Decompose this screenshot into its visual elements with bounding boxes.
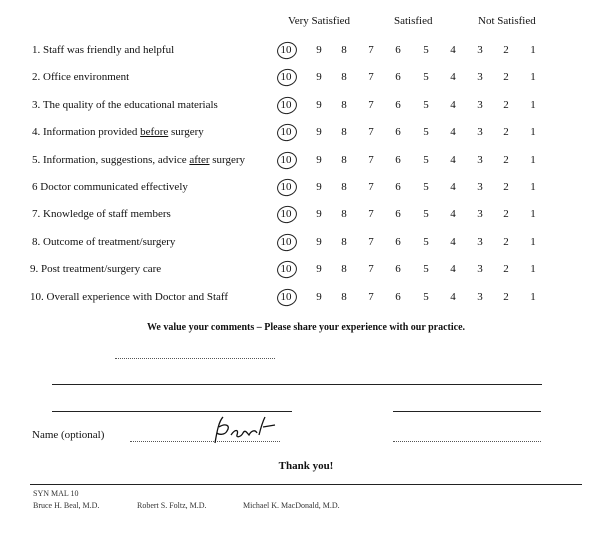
rating-option-4[interactable]: 4	[450, 181, 456, 193]
rating-option-9[interactable]: 9	[316, 181, 322, 193]
rating-option-1[interactable]: 1	[530, 291, 536, 303]
question-number: 7.	[32, 208, 41, 220]
rating-option-4[interactable]: 4	[450, 263, 456, 275]
rating-option-2[interactable]: 2	[503, 126, 509, 138]
question-number: 5.	[32, 154, 41, 166]
question-text: Overall experience with Doctor and Staff	[46, 291, 229, 303]
rating-option-3[interactable]: 3	[477, 208, 483, 220]
rating-option-3[interactable]: 3	[477, 71, 483, 83]
rating-option-5[interactable]: 5	[423, 208, 429, 220]
rating-option-6[interactable]: 6	[395, 236, 401, 248]
footer-divider	[30, 484, 582, 485]
question-text: Knowledge of staff members	[43, 208, 171, 220]
question-number: 6	[32, 181, 38, 193]
rating-option-10[interactable]: 10	[280, 99, 292, 111]
rating-option-4[interactable]: 4	[450, 208, 456, 220]
question-label	[32, 208, 171, 220]
rating-option-3[interactable]: 3	[477, 154, 483, 166]
rating-option-8[interactable]: 8	[341, 236, 347, 248]
rating-option-7[interactable]: 7	[368, 208, 374, 220]
question-text: Staff was friendly and helpful	[43, 44, 175, 56]
form-code: SYN MAL 10	[33, 489, 79, 498]
question-text: The quality of the educational materials	[42, 99, 218, 111]
question-text: Information, suggestions, advice	[43, 154, 190, 166]
question-row	[0, 181, 612, 197]
question-number: 2.	[32, 71, 41, 83]
rating-option-1[interactable]: 1	[530, 263, 536, 275]
rating-option-7[interactable]: 7	[368, 236, 374, 248]
rating-option-10[interactable]: 10	[280, 44, 292, 56]
rating-option-5[interactable]: 5	[423, 291, 429, 303]
rating-option-2[interactable]: 2	[503, 263, 509, 275]
rating-option-8[interactable]: 8	[341, 71, 347, 83]
rating-option-1[interactable]: 1	[530, 154, 536, 166]
question-number: 8.	[32, 236, 41, 248]
header-satisfied: Satisfied	[394, 15, 433, 27]
rating-option-10[interactable]: 10	[280, 263, 292, 275]
rating-option-9[interactable]: 9	[316, 154, 322, 166]
rating-option-3[interactable]: 3	[477, 44, 483, 56]
rating-option-2[interactable]: 2	[503, 71, 509, 83]
doctor-name: Robert S. Foltz, M.D.	[137, 501, 207, 510]
rating-option-4[interactable]: 4	[450, 44, 456, 56]
rating-option-10[interactable]: 10	[280, 208, 292, 220]
question-text: Doctor communicated effectively	[40, 181, 188, 193]
question-text-end: surgery	[168, 126, 204, 138]
header-very-satisfied: Very Satisfied	[288, 15, 351, 27]
rating-option-7[interactable]: 7	[368, 44, 374, 56]
rating-option-6[interactable]: 6	[395, 291, 401, 303]
question-number: 3.	[32, 99, 41, 111]
rating-option-7[interactable]: 7	[368, 263, 374, 275]
rating-option-2[interactable]: 2	[503, 154, 509, 166]
rating-option-2[interactable]: 2	[503, 44, 509, 56]
rating-option-1[interactable]: 1	[530, 126, 536, 138]
rating-option-5[interactable]: 5	[423, 154, 429, 166]
rating-option-9[interactable]: 9	[316, 44, 322, 56]
question-number: 1.	[32, 44, 41, 56]
question-emphasis: after	[189, 154, 210, 166]
rating-option-4[interactable]: 4	[450, 71, 456, 83]
question-row	[0, 44, 612, 60]
rating-option-8[interactable]: 8	[341, 181, 347, 193]
rating-option-5[interactable]: 5	[423, 126, 429, 138]
rating-option-5[interactable]: 5	[423, 44, 429, 56]
comment-line	[393, 411, 541, 412]
question-row	[0, 263, 612, 279]
rating-option-6[interactable]: 6	[395, 208, 401, 220]
rating-option-10[interactable]: 10	[280, 154, 292, 166]
question-text: Information provided	[43, 126, 141, 138]
rating-option-9[interactable]: 9	[316, 291, 322, 303]
signature-scribble	[205, 413, 285, 447]
question-text: Office environment	[43, 71, 130, 83]
rating-option-8[interactable]: 8	[341, 154, 347, 166]
rating-option-8[interactable]: 8	[341, 208, 347, 220]
question-row	[0, 99, 612, 115]
question-row	[0, 208, 612, 224]
doctor-name: Michael K. MacDonald, M.D.	[243, 501, 340, 510]
rating-option-10[interactable]: 10	[280, 71, 292, 83]
rating-option-9[interactable]: 9	[316, 71, 322, 83]
rating-option-7[interactable]: 7	[368, 291, 374, 303]
question-number: 10.	[30, 291, 44, 303]
rating-option-3[interactable]: 3	[477, 236, 483, 248]
rating-option-1[interactable]: 1	[530, 208, 536, 220]
rating-option-5[interactable]: 5	[423, 263, 429, 275]
rating-option-7[interactable]: 7	[368, 126, 374, 138]
rating-option-6[interactable]: 6	[395, 44, 401, 56]
rating-option-4[interactable]: 4	[450, 154, 456, 166]
question-text: Post treatment/surgery care	[41, 263, 162, 275]
rating-option-10[interactable]: 10	[280, 181, 292, 193]
rating-option-4[interactable]: 4	[450, 291, 456, 303]
question-number: 4.	[32, 126, 41, 138]
rating-option-2[interactable]: 2	[503, 99, 509, 111]
question-label	[32, 71, 129, 83]
rating-option-3[interactable]: 3	[477, 263, 483, 275]
question-label	[30, 291, 228, 303]
comment-line	[52, 384, 542, 385]
rating-option-4[interactable]: 4	[450, 236, 456, 248]
rating-option-4[interactable]: 4	[450, 99, 456, 111]
rating-option-2[interactable]: 2	[503, 208, 509, 220]
rating-option-3[interactable]: 3	[477, 126, 483, 138]
rating-option-8[interactable]: 8	[341, 291, 347, 303]
thank-you-text: Thank you!	[278, 460, 334, 472]
rating-option-10[interactable]: 10	[280, 126, 292, 138]
rating-option-8[interactable]: 8	[341, 126, 347, 138]
rating-option-5[interactable]: 5	[423, 181, 429, 193]
question-text-end: surgery	[209, 154, 246, 166]
rating-option-1[interactable]: 1	[530, 44, 536, 56]
rating-option-9[interactable]: 9	[316, 99, 322, 111]
question-number: 9.	[30, 263, 39, 275]
question-label	[32, 99, 218, 111]
rating-option-7[interactable]: 7	[368, 181, 374, 193]
question-row	[0, 154, 612, 170]
rating-option-2[interactable]: 2	[503, 181, 509, 193]
rating-option-3[interactable]: 3	[477, 291, 483, 303]
rating-option-6[interactable]: 6	[395, 263, 401, 275]
question-row	[0, 126, 612, 142]
question-label	[32, 181, 188, 193]
rating-option-9[interactable]: 9	[316, 263, 322, 275]
rating-option-7[interactable]: 7	[368, 99, 374, 111]
rating-option-2[interactable]: 2	[503, 236, 509, 248]
rating-option-5[interactable]: 5	[423, 99, 429, 111]
question-emphasis: before	[140, 126, 169, 138]
question-label	[32, 236, 175, 248]
header-not-satisfied: Not Satisfied	[478, 15, 536, 27]
rating-option-1[interactable]: 1	[530, 181, 536, 193]
question-row	[0, 291, 612, 307]
rating-option-8[interactable]: 8	[341, 99, 347, 111]
rating-option-6[interactable]: 6	[395, 154, 401, 166]
question-label	[32, 44, 174, 56]
rating-option-6[interactable]: 6	[395, 181, 401, 193]
rating-option-1[interactable]: 1	[530, 71, 536, 83]
rating-option-9[interactable]: 9	[316, 236, 322, 248]
rating-option-7[interactable]: 7	[368, 154, 374, 166]
rating-option-7[interactable]: 7	[368, 71, 374, 83]
rating-option-5[interactable]: 5	[423, 71, 429, 83]
question-label	[30, 263, 161, 275]
question-row	[0, 71, 612, 87]
question-text: Outcome of treatment/surgery	[43, 236, 176, 248]
comment-line-faint	[115, 358, 275, 359]
comments-heading: We value your comments – Please share your experience with our practice.	[146, 322, 466, 333]
rating-option-1[interactable]: 1	[530, 236, 536, 248]
rating-option-6[interactable]: 6	[395, 126, 401, 138]
rating-option-8[interactable]: 8	[341, 44, 347, 56]
rating-option-9[interactable]: 9	[316, 126, 322, 138]
doctor-name: Bruce H. Beal, M.D.	[33, 501, 100, 510]
rating-option-5[interactable]: 5	[423, 236, 429, 248]
rating-option-10[interactable]: 10	[280, 236, 292, 248]
name-label: Name (optional)	[32, 429, 105, 441]
rating-option-6[interactable]: 6	[395, 99, 401, 111]
rating-option-3[interactable]: 3	[477, 99, 483, 111]
rating-option-4[interactable]: 4	[450, 126, 456, 138]
rating-option-6[interactable]: 6	[395, 71, 401, 83]
rating-option-3[interactable]: 3	[477, 181, 483, 193]
rating-option-2[interactable]: 2	[503, 291, 509, 303]
date-field-line	[393, 441, 541, 442]
comment-line	[52, 411, 292, 412]
question-label	[32, 154, 245, 166]
question-label	[32, 126, 204, 138]
rating-option-8[interactable]: 8	[341, 263, 347, 275]
rating-option-10[interactable]: 10	[280, 291, 292, 303]
rating-option-1[interactable]: 1	[530, 99, 536, 111]
question-row	[0, 236, 612, 252]
rating-option-9[interactable]: 9	[316, 208, 322, 220]
